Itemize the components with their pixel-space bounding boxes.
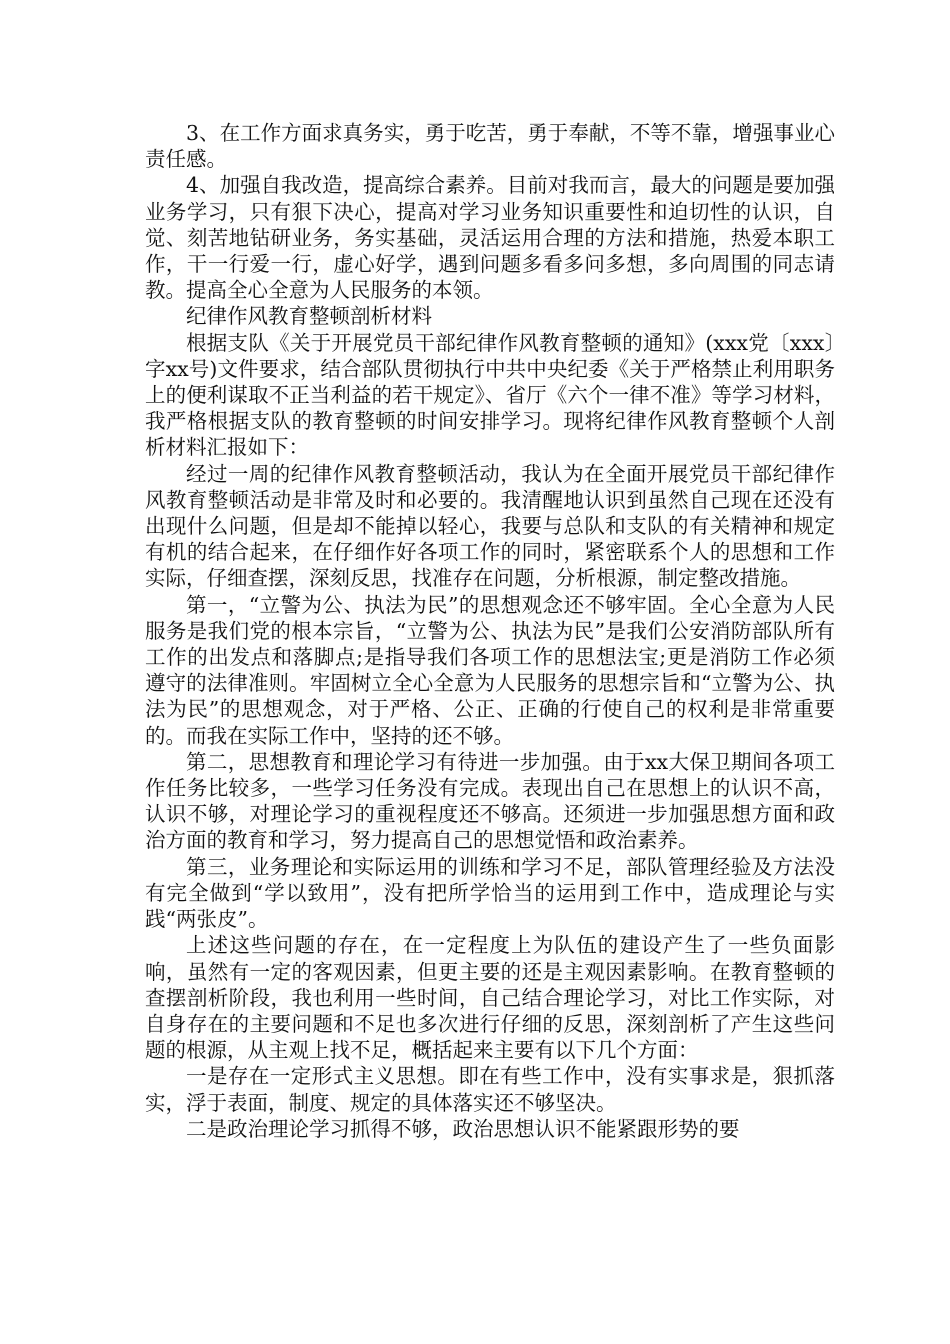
paragraph-issue-second: 第二，思想教育和理论学习有待进一步加强。由于xx大保卫期间各项工作任务比较多，一些学习任务没有完成。表现出自己在思想上的认识不高，认识不够，对理论学习的重视程度还不够高。还须进一步加强思想方面和政治方面的教育和学习，努力提高自己的思想觉悟和政治素养。 <box>145 749 835 853</box>
document-page <box>145 120 835 1142</box>
paragraph-issue-third: 第三，业务理论和实际运用的训练和学习不足，部队管理经验及方法没有完全做到“学以致用”，没有把所学恰当的运用到工作中，造成理论与实践“两张皮”。 <box>145 854 835 932</box>
paragraph-cause-one: 一是存在一定形式主义思想。即在有些工作中，没有实事求是，狠抓落实，浮于表面，制度、规定的具体落实还不够坚决。 <box>145 1064 835 1115</box>
section-heading: 纪律作风教育整顿剖析材料 <box>186 304 432 329</box>
paragraph-cause-two: 二是政治理论学习抓得不够，政治思想认识不能紧跟形势的要 <box>186 1116 740 1141</box>
paragraph-self-improvement: 4、加强自我改造，提高综合素养。目前对我而言，最大的问题是要加强业务学习，只有狠下决心，提高对学习业务知识重要性和迫切性的认识，自觉、刻苦地钻研业务，务实基础，灵活运用合理的方法和措施，热爱本职工作，干一行爱一行，虚心好学，遇到问题多看多问多想，多向周围的同志请教。提高全心全意为人民服务的本领。 <box>145 173 835 303</box>
paragraph-work-attitude: 3、在工作方面求真务实，勇于吃苦，勇于奉献，不等不靠，增强事业心责任感。 <box>145 121 835 172</box>
paragraph-analysis: 上述这些问题的存在，在一定程度上为队伍的建设产生了一些负面影响，虽然有一定的客观因素，但更主要的还是主观因素影响。在教育整顿的查摆剖析阶段，我也利用一些时间，自己结合理论学习，对比工作实际，对自身存在的主要问题和不足也多次进行仔细的反思，深刻剖析了产生这些问题的根源，从主观上找不足，概括起来主要有以下几个方面： <box>145 933 835 1063</box>
paragraph-reflection: 经过一周的纪律作风教育整顿活动，我认为在全面开展党员干部纪律作风教育整顿活动是非常及时和必要的。我清醒地认识到虽然自己现在还没有出现什么问题，但是却不能掉以轻心，我要与总队和支队的有关精神和规定有机的结合起来，在仔细作好各项工作的同时，紧密联系个人的思想和工作实际，仔细查摆，深刻反思，找准存在问题，分析根源，制定整改措施。 <box>145 461 835 591</box>
paragraph-issue-first: 第一，“立警为公、执法为民”的思想观念还不够牢固。全心全意为人民服务是我们党的根本宗旨，“立警为公、执法为民”是我们公安消防部队所有工作的出发点和落脚点;是指导我们各项工作的思想法宝;更是消防工作必须遵守的法律准则。牢固树立全心全意为人民服务的思想宗旨和“立警为公、执法为民”的思想观念，对于严格、公正、正确的行使自己的权利是非常重要的。而我在实际工作中，坚持的还不够。 <box>145 592 835 748</box>
paragraph-background: 根据支队《关于开展党员干部纪律作风教育整顿的通知》(xxx党〔xxx〕字xx号)文件要求，结合部队贯彻执行中共中央纪委《关于严格禁止利用职务上的便利谋取不正当利益的若干规定》、省厅《六个一律不准》等学习材料，我严格根据支队的教育整顿的时间安排学习。现将纪律作风教育整顿个人剖析材料汇报如下： <box>145 330 835 460</box>
